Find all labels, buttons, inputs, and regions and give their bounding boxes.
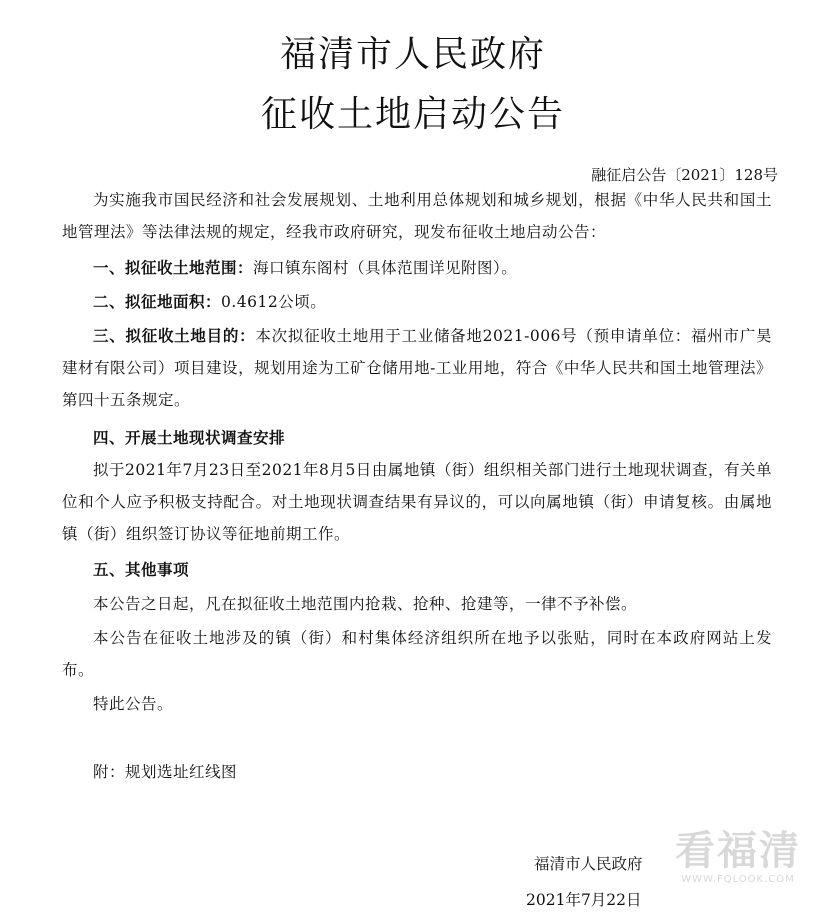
- watermark-url: WWW.FQLOOK.COM: [681, 874, 795, 885]
- attachment-note: 附：规划选址红线图: [93, 763, 238, 781]
- closing-text: 特此公告。: [93, 695, 174, 713]
- section-3-text: 本次拟征收土地用于工业储备地2021-006号（预申请单位：福州市广昊建材有限公司）项目建设，规划用途为工矿仓储用地-工业用地，符合《中华人民共和国土地管理法》第四十五条规定。: [62, 327, 772, 409]
- section-1-text: 海口镇东阁村（具体范围详见附图）。: [253, 259, 518, 277]
- intro-paragraph: 为实施我市国民经济和社会发展规划、土地利用总体规划和城乡规划，根据《中华人民共和国土地管理法》等法律法规的规定，经我市政府研究，现发布征收土地启动公告：: [62, 191, 772, 241]
- section-1: [62, 252, 772, 284]
- page-title-line1: 福清市人民政府: [279, 34, 546, 75]
- section-4-text: 拟于2021年7月23日至2021年8月5日由属地镇（街）组织相关部门进行土地现状调查，有关单位和个人应予积极支持配合。对土地现状调查结果有异议的，可以向属地镇（街）申请复核。由属地镇（街）组织签订协议等征地前期工作。: [62, 461, 772, 543]
- section-5-heading: 五、其他事项: [93, 561, 190, 579]
- section-4-heading: 四、开展土地现状调查安排: [93, 429, 286, 447]
- watermark-main: 看福清: [675, 828, 801, 874]
- document-number: 融征启公告〔2021〕128号: [591, 166, 778, 184]
- page-title-line2: 征收土地启动公告: [260, 94, 565, 135]
- section-3-heading: 三、拟征收土地目的：: [93, 327, 256, 345]
- signature-date: 2021年7月22日: [526, 891, 642, 909]
- section-3: [62, 320, 772, 416]
- watermark-logo: [668, 828, 808, 886]
- section-5-para1: 本公告之日起，凡在拟征收土地范围内抢栽、抢种、抢建等，一律不予补偿。: [93, 595, 638, 613]
- section-5-para2: 本公告在征收土地涉及的镇（街）和村集体经济组织所在地予以张贴，同时在本政府网站上发布。: [62, 629, 772, 679]
- section-1-heading: 一、拟征收土地范围：: [93, 259, 254, 277]
- signature-org: 福清市人民政府: [534, 855, 643, 873]
- section-2-heading: 二、拟征地面积：: [93, 293, 222, 311]
- section-2: [62, 286, 772, 318]
- section-2-text: 0.4612公顷。: [221, 293, 327, 311]
